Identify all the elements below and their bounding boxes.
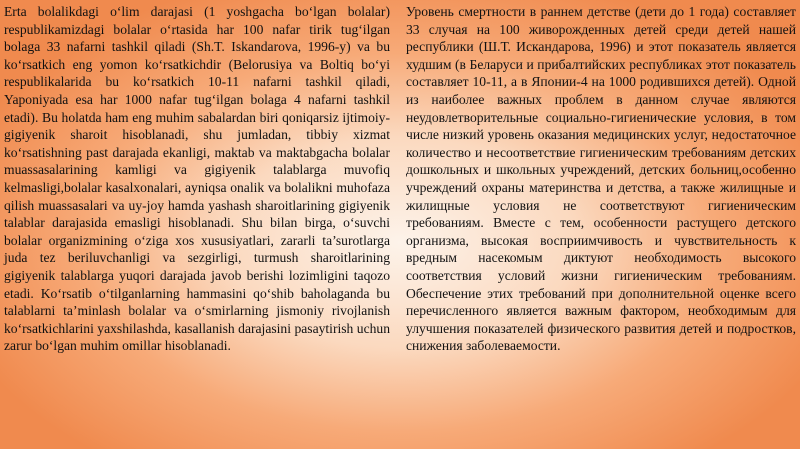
uzbek-text-column: Erta bolalikdagi o‘lim darajasi (1 yoshgacha bo‘lgan bolalar) respublikamizdagi bolalar o‘rtasida har 100 nafar tirik tug‘ilgan bolaga 33 nafarni tashkil qiladi (Sh.T. Iskandarova, 1996-y) va bu ko‘rsatkich eng yomon ko‘rsatkichdir (Belorusiya va Boltiq bo‘yi respublikalarida bu ko‘rsatkich 10-11 nafarni tashkil qiladi, Yaponiyada esa har 1000 nafar tug‘ilgan bolaga 4 nafarni tashkil etadi). Bu holatda ham eng muhim sabalardan biri qoniqarsiz ijtimoiy-gigiyenik sharoit hisoblanadi, shu jumladan, tibbiy xizmat ko‘rsatishning past darajada ekanligi, maktab va maktabgacha bolalar muassasalarining kamligi va gigiyenik talablarga muvofiq kelmasligi,bolalar kasalxonalari, ayniqsa onalik va bolalikni muhofaza qilish muassasalari va uy-joy hamda yashash sharoitlarining gigiyenik talablar darajasida emasligi hisoblanadi. Shu bilan birga, o‘suvchi bolalar organizmining o‘ziga xos xususiyatlari, zararli ta’surotlarga juda tez beriluvchanligi va sezgirligi, turmush sharoitlarining gigiyenik talablarga yuqori darajada javob berishi lozimligini taqozo etadi. Ko‘rsatib o‘tilganlarning hammasini qo‘shib baholaganda bu talablarni ta’minlash bolalar va o‘smirlarning jismoniy rivojlanish ko‘rsatkichlarini yaxshilashda, kasallanish darajasini pasaytirish uchun zarur bo‘lgan muhim omillar hisoblanadi. bbox=[4, 4, 390, 354]
russian-text-column: Уровень смертности в раннем детстве (дети до 1 года) составляет 33 случая на 100 живорожденных детей среди детей нашей республики (Ш.Т. Искандарова, 1996) и этот показатель является худшим (в Беларуси и прибалтийских республиках этот показатель составляет 10-11, а в Японии-4 на 1000 родившихся детей). Одной из наиболее важных проблем в данном случае являются неудовлетворительные социально-гигиенические условия, в том числе низкий уровень оказания медицинских услуг, недостаточное количество и несоответствие гигиеническим требованиям детских дошкольных и школьных учреждений, детских больниц,особенно учреждений охраны материнства и детства, а также жилищные и жилищные условия не соответствуют гигиеническим требованиям. Вместе с тем, особенности растущего детского организма, высокая восприимчивость и чувствительность к вредным насекомым диктуют необходимость высокого соответствия условий жизни гигиеническим требованиям. Обеспечение этих требований при дополнительной оценке всего перечисленного является важным фактором, необходимым для улучшения показателей физического развития детей и подростков, снижения заболеваемости. bbox=[406, 4, 796, 354]
